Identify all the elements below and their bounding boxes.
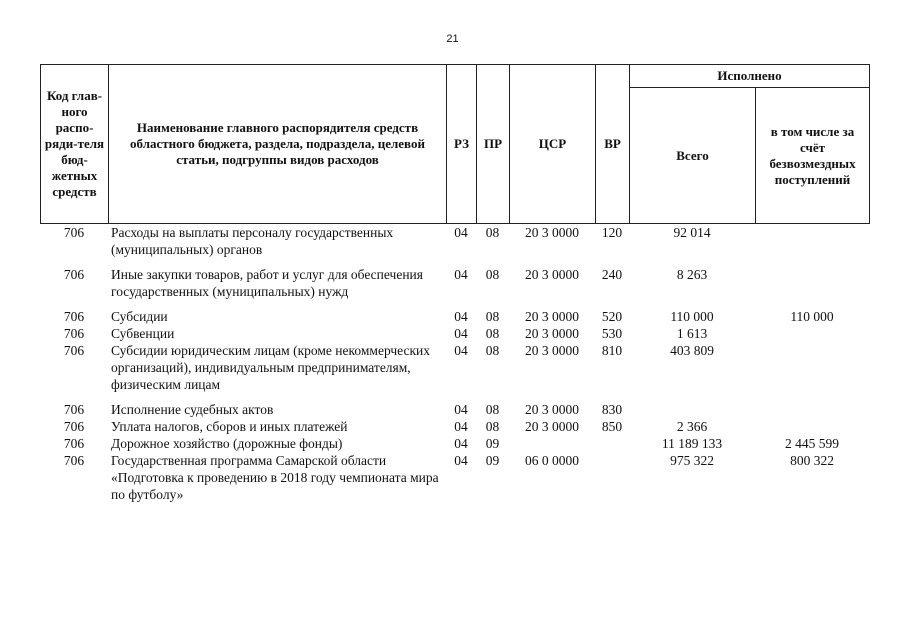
header-rz: РЗ xyxy=(447,65,477,224)
row-incl xyxy=(755,325,869,342)
row-total: 403 809 xyxy=(670,343,714,358)
row-csr: 20 3 0000 xyxy=(525,225,579,240)
row-total: 2 366 xyxy=(676,419,708,434)
row-vr: 810 xyxy=(601,343,623,358)
table-row xyxy=(40,452,869,503)
row-rz: 04 xyxy=(454,402,468,417)
row-incl xyxy=(755,418,869,435)
row-rz: 04 xyxy=(454,453,468,468)
row-vr: 240 xyxy=(601,267,623,282)
row-incl xyxy=(755,224,869,266)
row-pr: 08 xyxy=(485,225,500,240)
row-total: 11 189 133 xyxy=(661,436,723,451)
row-csr: 20 3 0000 xyxy=(525,402,579,417)
row-rz: 04 xyxy=(454,326,468,341)
row-csr: 06 0 0000 xyxy=(525,453,579,468)
row-code: 706 xyxy=(63,326,85,341)
row-csr: 20 3 0000 xyxy=(525,309,579,324)
row-total: 975 322 xyxy=(670,453,714,468)
table-row xyxy=(40,266,869,308)
table-row xyxy=(40,325,869,342)
table-body xyxy=(40,224,869,503)
table-row xyxy=(40,342,869,401)
row-csr: 20 3 0000 xyxy=(525,419,579,434)
row-pr: 08 xyxy=(485,267,500,282)
row-pr: 09 xyxy=(485,453,500,468)
row-incl xyxy=(755,401,869,418)
header-incl: в том числе за счёт безвозмездных поступлений xyxy=(756,88,870,224)
row-incl xyxy=(755,266,869,308)
row-rz: 04 xyxy=(454,419,468,434)
row-code: 706 xyxy=(63,309,85,324)
row-total: 1 613 xyxy=(676,326,708,341)
row-total: 8 263 xyxy=(676,267,708,282)
row-pr: 09 xyxy=(485,436,500,451)
row-incl: 2 445 599 xyxy=(785,436,839,451)
row-name: Государственная программа Самарской области «Подготовка к проведению в 2018 году чемпионата мира по футболу» xyxy=(111,453,439,502)
row-name: Субвенции xyxy=(111,326,175,341)
row-csr: 20 3 0000 xyxy=(525,343,579,358)
row-name: Дорожное хозяйство (дорожные фонды) xyxy=(111,436,343,451)
row-csr: 20 3 0000 xyxy=(525,267,579,282)
row-vr: 530 xyxy=(601,326,623,341)
row-vr: 120 xyxy=(601,225,623,240)
row-total xyxy=(629,401,755,418)
row-incl xyxy=(755,342,869,401)
row-pr: 08 xyxy=(485,402,500,417)
row-csr xyxy=(509,435,595,452)
row-name: Субсидии юридическим лицам (кроме некоммерческих организаций), индивидуальным предпринимателям, физическим лицам xyxy=(111,343,431,392)
row-csr: 20 3 0000 xyxy=(525,326,579,341)
row-code: 706 xyxy=(63,419,85,434)
row-name: Исполнение судебных актов xyxy=(111,402,274,417)
row-rz: 04 xyxy=(454,225,468,240)
row-code: 706 xyxy=(63,436,85,451)
table-row xyxy=(40,418,869,435)
header-vr: ВР xyxy=(596,65,630,224)
row-total: 92 014 xyxy=(673,225,711,240)
header-code: Код глав-ного распо-ряди-теля бюд-жетных средств xyxy=(41,65,109,224)
row-name: Уплата налогов, сборов и иных платежей xyxy=(111,419,348,434)
row-vr: 520 xyxy=(601,309,623,324)
row-code: 706 xyxy=(63,402,85,417)
header-executed: Исполнено xyxy=(630,65,870,88)
row-code: 706 xyxy=(63,267,85,282)
row-name: Иные закупки товаров, работ и услуг для обеспечения государственных (муниципальных) нужд xyxy=(111,267,423,299)
row-pr: 08 xyxy=(485,343,500,358)
row-incl: 800 322 xyxy=(790,453,834,468)
row-pr: 08 xyxy=(485,326,500,341)
row-pr: 08 xyxy=(485,419,500,434)
row-vr: 850 xyxy=(601,419,623,434)
row-code: 706 xyxy=(63,453,85,468)
table-header xyxy=(40,64,870,224)
table-row xyxy=(40,435,869,452)
row-vr: 830 xyxy=(601,402,623,417)
row-name: Субсидии xyxy=(111,309,168,324)
row-vr xyxy=(595,452,629,503)
row-rz: 04 xyxy=(454,436,468,451)
header-name: Наименование главного распорядителя средств областного бюджета, раздела, подраздела, целевой статьи, подгруппы видов расходов xyxy=(109,65,447,224)
page-number: 21 xyxy=(446,33,459,45)
row-incl: 110 000 xyxy=(790,309,834,324)
header-pr: ПР xyxy=(477,65,510,224)
row-rz: 04 xyxy=(454,343,468,358)
table-row xyxy=(40,401,869,418)
header-csr: ЦСР xyxy=(510,65,596,224)
row-rz: 04 xyxy=(454,267,468,282)
row-code: 706 xyxy=(63,225,85,240)
row-total: 110 000 xyxy=(670,309,714,324)
table-row xyxy=(40,308,869,325)
row-vr xyxy=(595,435,629,452)
row-code: 706 xyxy=(63,343,85,358)
row-rz: 04 xyxy=(454,309,468,324)
header-total: Всего xyxy=(630,88,756,224)
row-pr: 08 xyxy=(485,309,500,324)
row-name: Расходы на выплаты персоналу государственных (муниципальных) органов xyxy=(111,225,394,257)
table-row xyxy=(40,224,869,266)
